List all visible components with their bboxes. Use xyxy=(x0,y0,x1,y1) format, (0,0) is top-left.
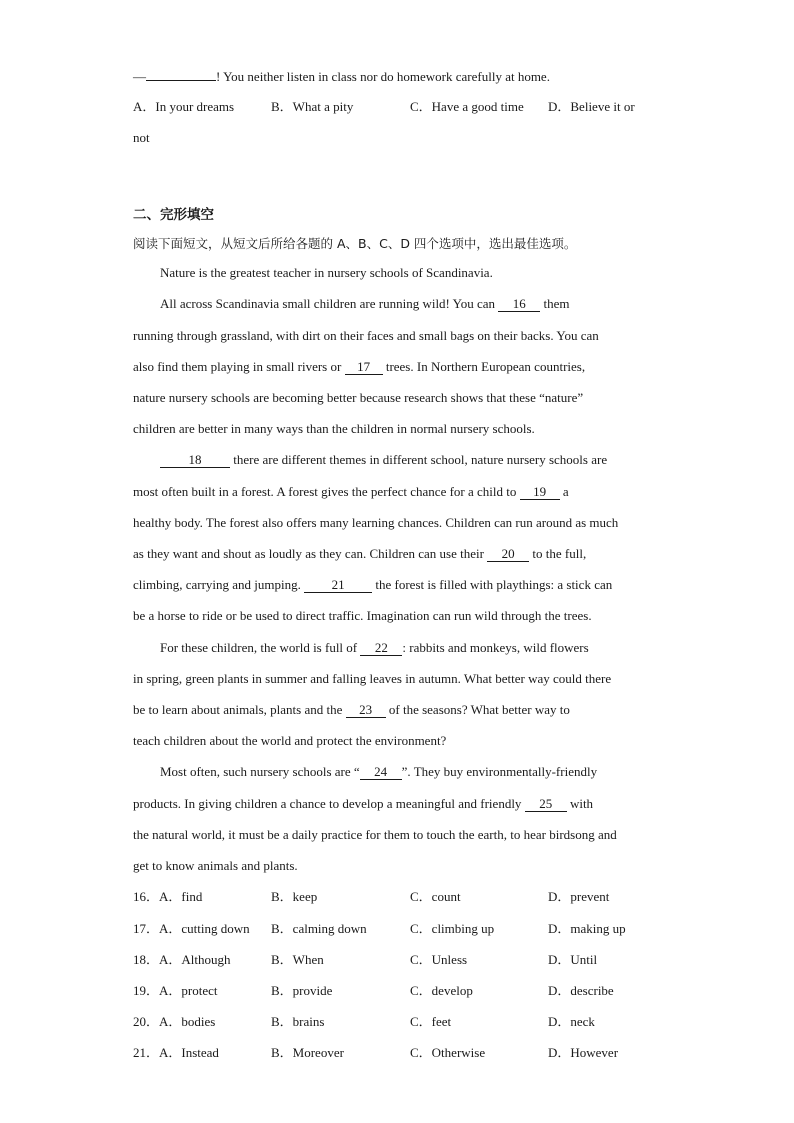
question-17 xyxy=(0,921,794,937)
blank-16: 16 xyxy=(498,297,540,312)
passage-line: climbing, carrying and jumping. 21 the forest is filled with playthings: a stick can xyxy=(133,577,613,592)
option-c[interactable]: C．count xyxy=(410,889,461,904)
option-a[interactable]: 21．A．Instead xyxy=(133,1045,219,1060)
option-d[interactable]: D．neck xyxy=(548,1014,595,1029)
question-21 xyxy=(0,1045,794,1061)
option-c[interactable]: C．feet xyxy=(410,1014,452,1029)
passage-line: as they want and shout as loudly as they can. Children can use their 20 to the full, xyxy=(133,546,587,561)
passage-line: children are better in many ways than the children in normal nursery schools. xyxy=(133,421,535,436)
section-instruction: 阅读下面短文，从短文后所给各题的 A、B、C、D 四个选项中，选出最佳选项。 xyxy=(133,236,577,251)
blank-19: 19 xyxy=(520,485,560,500)
option-d[interactable]: D．making up xyxy=(548,921,626,936)
blank-21: 21 xyxy=(304,578,372,593)
passage-line: Most often, such nursery schools are “ 24 ”. They buy environmentally-friendly xyxy=(160,764,598,779)
blank-18: 18 xyxy=(160,453,230,468)
passage-line: most often built in a forest. A forest gives the perfect chance for a child to 19 a xyxy=(133,484,569,499)
blank-23: 23 xyxy=(346,703,386,718)
passage-line: teach children about the world and protect the environment? xyxy=(133,733,447,748)
blank-17: 17 xyxy=(345,360,383,375)
prev-option-c: C．Have a good time xyxy=(410,99,524,114)
passage-line: For these children, the world is full of 22 : rabbits and monkeys, wild flowers xyxy=(160,640,589,655)
option-c[interactable]: C．Unless xyxy=(410,952,468,967)
option-b[interactable]: B．calming down xyxy=(271,921,367,936)
passage-line: products. In giving children a chance to develop a meaningful and friendly 25 with xyxy=(133,796,594,811)
prev-question-stem xyxy=(133,68,550,85)
passage-line: running through grassland, with dirt on their faces and small bags on their backs. You can xyxy=(133,328,599,343)
prev-option-a: A．In your dreams xyxy=(133,99,235,114)
option-b[interactable]: B．brains xyxy=(271,1014,325,1029)
blank-22: 22 xyxy=(360,641,402,656)
option-a[interactable]: 19．A．protect xyxy=(133,983,218,998)
passage-line: Nature is the greatest teacher in nursery schools of Scandinavia. xyxy=(160,265,493,280)
prev-option-b: B．What a pity xyxy=(271,99,354,114)
option-c[interactable]: C．Otherwise xyxy=(410,1045,486,1060)
stem-text: ! You neither listen in class nor do homework carefully at home. xyxy=(216,69,550,84)
option-a[interactable]: 17．A．cutting down xyxy=(133,921,250,936)
prev-option-d-wrap: not xyxy=(133,130,150,145)
passage-line: healthy body. The forest also offers many learning chances. Children can run around as much xyxy=(133,515,619,530)
passage-line: be to learn about animals, plants and the 23 of the seasons? What better way to xyxy=(133,702,570,717)
passage-line: nature nursery schools are becoming better because research shows that these “nature” xyxy=(133,390,584,405)
option-a[interactable]: 18．A．Although xyxy=(133,952,231,967)
prev-option-d: D．Believe it or xyxy=(548,99,635,114)
option-a[interactable]: 20．A．bodies xyxy=(133,1014,216,1029)
option-b[interactable]: B．Moreover xyxy=(271,1045,344,1060)
question-20 xyxy=(0,1014,794,1030)
option-d[interactable]: D．prevent xyxy=(548,889,610,904)
option-a[interactable]: 16．A．find xyxy=(133,889,203,904)
dash: — xyxy=(133,69,146,84)
passage-line: in spring, green plants in summer and falling leaves in autumn. What better way could there xyxy=(133,671,612,686)
passage-line: be a horse to ride or be used to direct traffic. Imagination can run wild through the trees. xyxy=(133,608,592,623)
option-d[interactable]: D．Until xyxy=(548,952,598,967)
option-d[interactable]: D．describe xyxy=(548,983,614,998)
question-19 xyxy=(0,983,794,999)
option-b[interactable]: B．When xyxy=(271,952,324,967)
passage-line: 18 there are different themes in different school, nature nursery schools are xyxy=(160,452,607,468)
passage-line: All across Scandinavia small children are running wild! You can 16 them xyxy=(160,296,570,311)
blank-20: 20 xyxy=(487,547,529,562)
passage-line: the natural world, it must be a daily practice for them to touch the earth, to hear birdsong and xyxy=(133,827,617,842)
section-title: 二、完形填空 xyxy=(133,207,214,223)
option-b[interactable]: B．keep xyxy=(271,889,318,904)
question-18 xyxy=(0,952,794,968)
answer-blank xyxy=(146,68,216,81)
option-c[interactable]: C．climbing up xyxy=(410,921,495,936)
question-16 xyxy=(0,889,794,905)
blank-25: 25 xyxy=(525,797,567,812)
option-d[interactable]: D．However xyxy=(548,1045,619,1060)
passage-line: also find them playing in small rivers or 17 trees. In Northern European countries, xyxy=(133,359,586,374)
blank-24: 24 xyxy=(360,765,402,780)
option-b[interactable]: B．provide xyxy=(271,983,333,998)
passage-line: get to know animals and plants. xyxy=(133,858,298,873)
option-c[interactable]: C．develop xyxy=(410,983,473,998)
